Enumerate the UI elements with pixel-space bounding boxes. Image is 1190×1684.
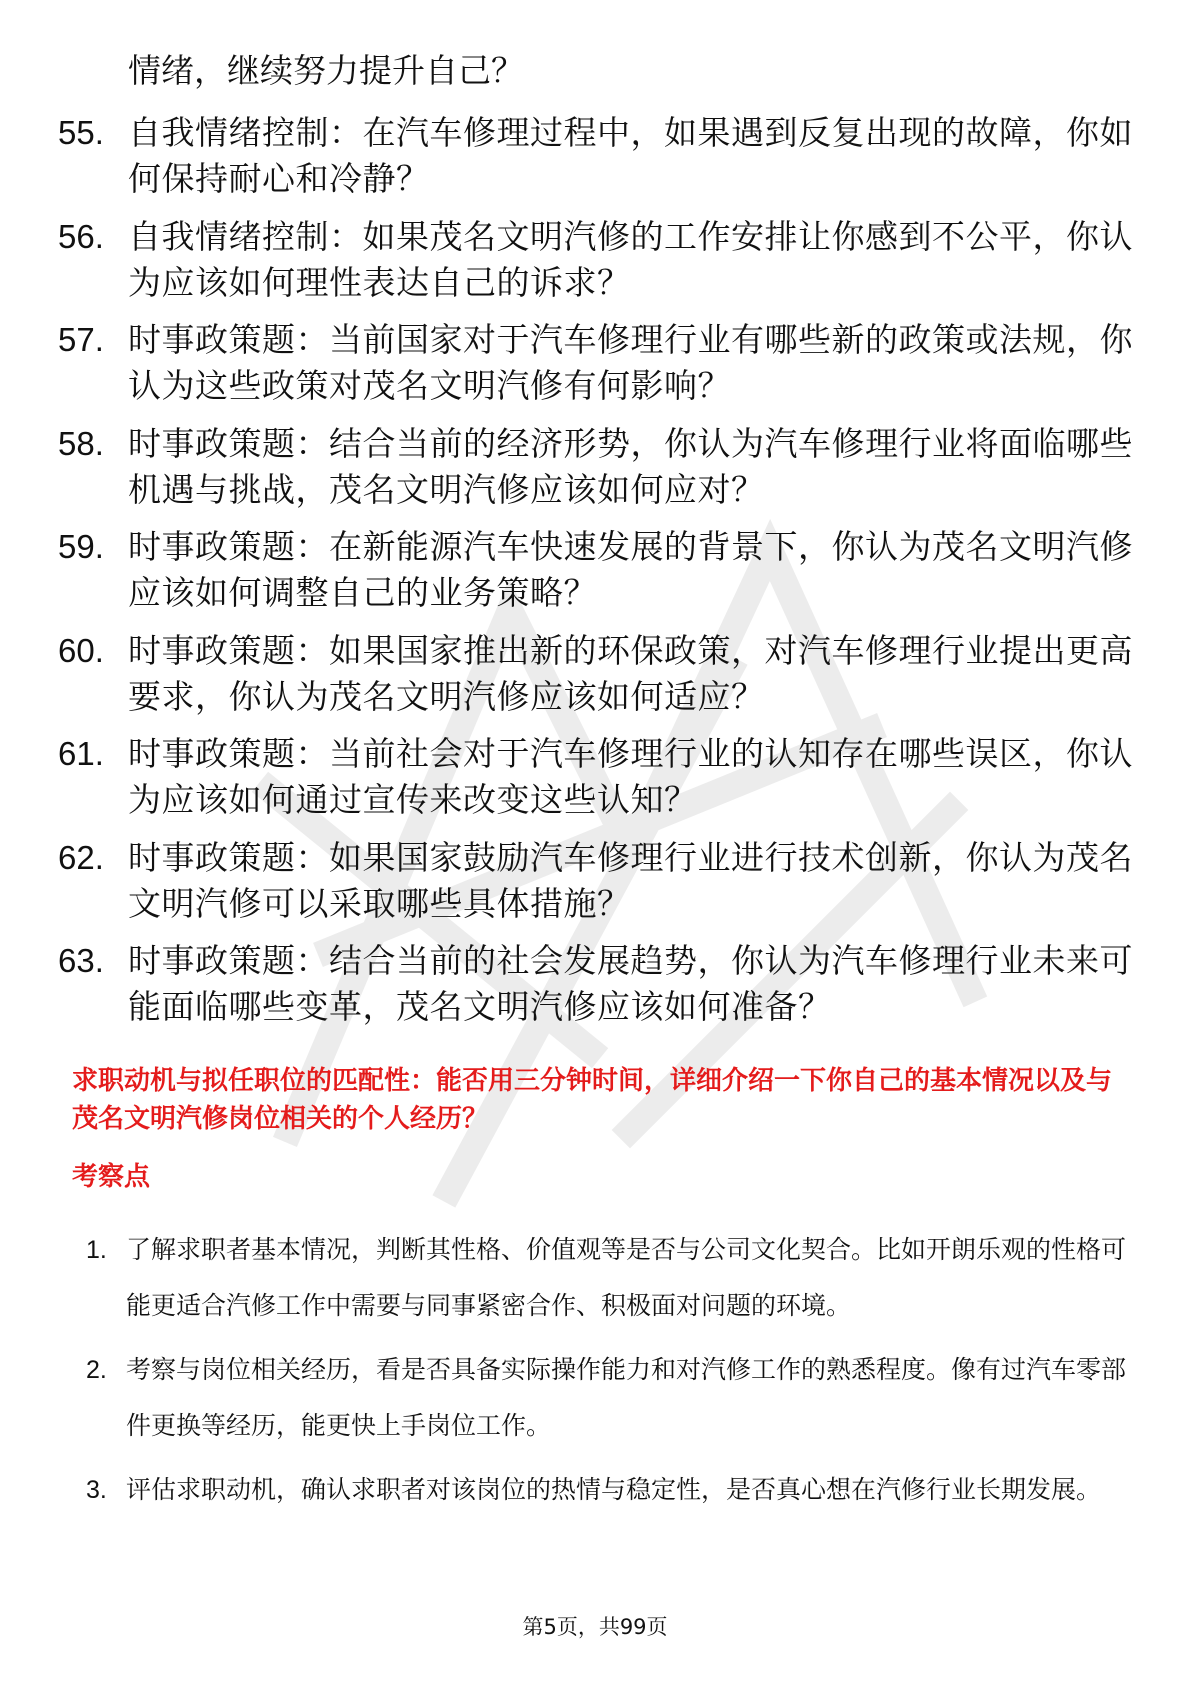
assessment-point	[0, 1462, 1190, 1518]
question-text: 时事政策题：当前社会对于汽车修理行业的认知存在哪些误区，你认为应该如何通过宣传来改变这些认知？	[128, 734, 1133, 819]
question-text: 时事政策题：如果国家推出新的环保政策，对汽车修理行业提出更高要求，你认为茂名文明汽修应该如何适应？	[128, 630, 1133, 716]
question-number: 62.	[58, 838, 104, 876]
question-item	[0, 731, 1190, 835]
question-text: 时事政策题：如果国家鼓励汽车修理行业进行技术创新，你认为茂名文明汽修可以采取哪些具体措施？	[128, 837, 1133, 923]
point-number: 1.	[86, 1236, 107, 1264]
question-number: 63.	[58, 942, 104, 979]
question-number: 59.	[58, 528, 104, 565]
question-text: 时事政策题：结合当前的经济形势，你认为汽车修理行业将面临哪些机遇与挑战，茂名文明汽修应该如何应对？	[128, 423, 1133, 509]
motive-question-heading: 求职动机与拟任职位的匹配性：能否用三分钟时间，详细介绍一下你自己的基本情况以及与茂名文明汽修岗位相关的个人经历？	[72, 1066, 1113, 1134]
assessment-point	[0, 1222, 1190, 1334]
question-number: 61.	[58, 735, 104, 772]
point-number: 2.	[86, 1356, 107, 1384]
question-number: 57.	[58, 321, 104, 358]
question-item	[0, 421, 1190, 525]
question-text: 时事政策题：当前国家对于汽车修理行业有哪些新的政策或法规，你认为这些政策对茂名文明汽修有何影响？	[128, 320, 1133, 405]
assessment-points-label: 考察点	[72, 1162, 151, 1192]
question-item	[0, 938, 1190, 1042]
question-item	[0, 835, 1190, 939]
question-item	[0, 524, 1190, 628]
page-footer: 第5页，共99页	[522, 1615, 668, 1639]
question-list	[0, 110, 1190, 1042]
question-text: 自我情绪控制：如果茂名文明汽修的工作安排让你感到不公平，你认为应该如何理性表达自己的诉求？	[128, 216, 1133, 302]
question-number: 60.	[58, 631, 104, 669]
question-number: 55.	[58, 114, 104, 151]
question-text: 时事政策题：结合当前的社会发展趋势，你认为汽车修理行业未来可能面临哪些变革，茂名文明汽修应该如何准备？	[128, 941, 1133, 1026]
question-text: 时事政策题：在新能源汽车快速发展的背景下，你认为茂名文明汽修应该如何调整自己的业务策略？	[128, 527, 1133, 612]
question-item	[0, 110, 1190, 214]
point-number: 3.	[86, 1476, 107, 1504]
assessment-points-list	[0, 1222, 1190, 1518]
point-text: 考察与岗位相关经历，看是否具备实际操作能力和对汽修工作的熟悉程度。像有过汽车零部件更换等经历，能更快上手岗位工作。	[126, 1355, 1127, 1440]
question-text: 自我情绪控制：在汽车修理过程中，如果遇到反复出现的故障，你如何保持耐心和冷静？	[128, 113, 1133, 198]
question-number: 56.	[58, 217, 104, 255]
assessment-point	[0, 1342, 1190, 1454]
question-item	[0, 317, 1190, 421]
question-item	[0, 628, 1190, 732]
continuation-text: 情绪，继续努力提升自己？	[128, 51, 524, 90]
point-text: 评估求职动机，确认求职者对该岗位的热情与稳定性，是否真心想在汽修行业长期发展。	[126, 1475, 1102, 1504]
point-text: 了解求职者基本情况，判断其性格、价值观等是否与公司文化契合。比如开朗乐观的性格可能更适合汽修工作中需要与同事紧密合作、积极面对问题的环境。	[126, 1235, 1127, 1320]
question-number: 58.	[58, 424, 104, 462]
question-item	[0, 214, 1190, 318]
